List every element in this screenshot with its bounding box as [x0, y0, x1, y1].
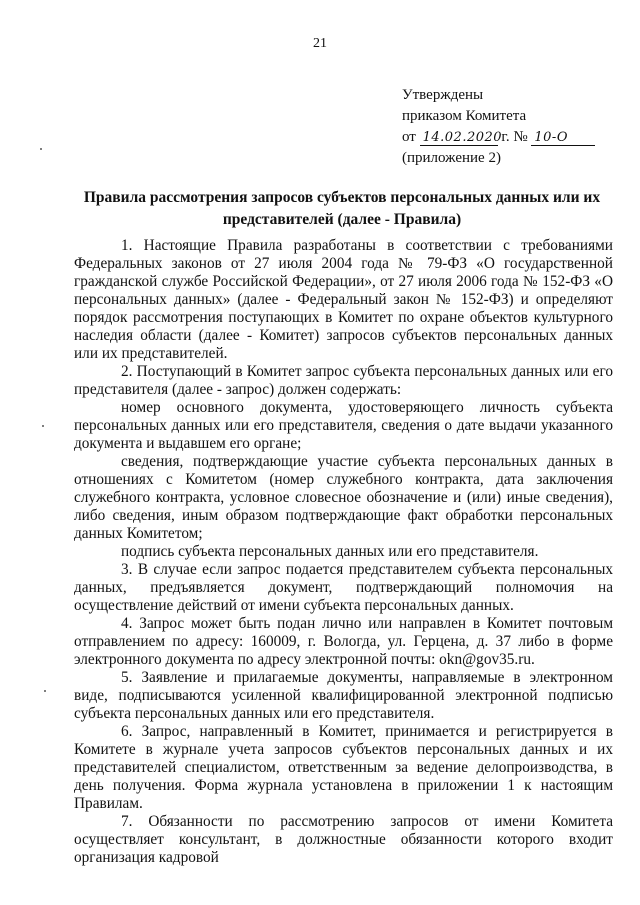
handwritten-date: 14.02.2020 — [420, 130, 498, 146]
scan-speck — [40, 148, 42, 150]
paragraph-7: 7. Обязанности по рассмотрению запросов от имени Комитета осуществляет консультант, в должностные обязанности которого входит организация кадровой — [74, 813, 613, 866]
paragraph-2-item-2: сведения, подтверждающие участие субъекта персональных данных в отношениях с Комитетом (номер служебного контракта, дата заключения служебного контракта, условное словесное обозначение и (или) иные сведения), либо сведения, иным образом подтверждающие факт обработки персональных данных Комитетом; — [74, 453, 613, 542]
approval-line-order: приказом Комитета — [402, 108, 527, 124]
paragraph-5: 5. Заявление и прилагаемые документы, направляемые в электронном виде, подписываются усиленной квалифицированной электронной подписью субъекта персональных данных или его представителя. — [74, 669, 613, 722]
scan-speck — [42, 425, 44, 427]
paragraph-3: 3. В случае если запрос подается представителем субъекта персональных данных, предъявляется документ, подтверждающий полномочия на осуществление действий от имени субъекта персональных данных. — [74, 561, 613, 614]
approval-stamp — [402, 85, 595, 169]
document-title: Правила рассмотрения запросов субъектов персональных данных или их представителей (далее - Правила) — [83, 189, 601, 228]
paragraph-2-item-3: подпись субъекта персональных данных или его представителя. — [121, 543, 539, 560]
paragraph-2: 2. Поступающий в Комитет запрос субъекта персональных данных или его представителя (далее - запрос) должен содержать: — [74, 363, 613, 398]
approval-line-approved: Утверждены — [402, 87, 484, 103]
paragraph-4: 4. Запрос может быть подан лично или направлен в Комитет почтовым отправлением по адресу: 160009, г. Вологда, ул. Герцена, д. 37 либо в форме электронного документа по адресу электронной почты: okn@gov35.ru. — [74, 615, 613, 668]
document-body — [74, 237, 613, 867]
approval-line-appendix: (приложение 2) — [402, 150, 501, 166]
paragraph-6: 6. Запрос, направленный в Комитет, принимается и регистрируется в Комитете в журнале учета запросов субъектов персональных данных и их представителей специалистом, ответственным за ведение делопроизводства, в день получения. Форма журнала установлена в приложении 1 к настоящим Правилам. — [74, 723, 613, 812]
number-prefix: г. № — [501, 129, 528, 145]
approval-line-date-number — [402, 127, 595, 148]
page-number: 21 — [313, 36, 327, 51]
paragraph-1: 1. Настоящие Правила разработаны в соответствии с требованиями Федеральных законов от 27 июля 2004 года № 79-ФЗ «О государственной гражданской службе Российской Федерации», от 27 июля 2006 года № 152-ФЗ «О персональных данных» (далее - Федеральный закон № 152-ФЗ) и определяют порядок рассмотрения поступающих в Комитет по охране объектов культурного наследия области (далее - Комитет) запросов субъектов персональных данных или их представителей. — [74, 237, 613, 362]
handwritten-number: 10-О — [531, 130, 595, 146]
date-prefix: от — [402, 129, 416, 145]
paragraph-2-item-1: номер основного документа, удостоверяющего личность субъекта персональных данных или его представителя, сведения о дате выдачи указанного документа и выдавшем его органе; — [74, 399, 613, 452]
scan-speck — [44, 690, 46, 692]
